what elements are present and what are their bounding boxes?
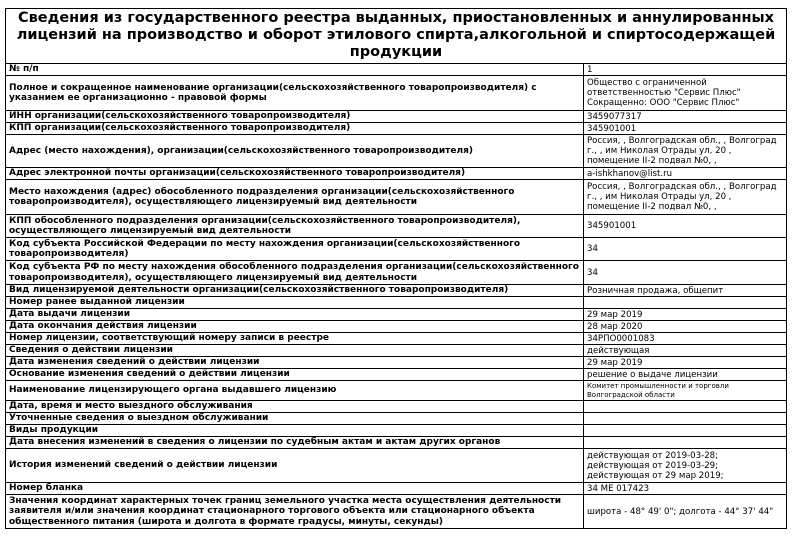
row-value-region-code: 34 <box>584 238 787 261</box>
row-label-number: № п/п <box>6 64 584 76</box>
table-row <box>6 381 787 401</box>
row-value-kpp: 345901001 <box>584 123 787 135</box>
table-row <box>6 64 787 76</box>
row-value-mobile-service <box>584 401 787 413</box>
table-row <box>6 401 787 413</box>
table-row <box>6 238 787 261</box>
row-label-product-types: Виды продукции <box>6 425 584 437</box>
row-value-product-types <box>584 425 787 437</box>
row-label-address: Адрес (место нахождения), организации(сельскохозяйственного товаропроизводителя) <box>6 135 584 168</box>
row-label-mobile-service: Дата, время и место выездного обслуживания <box>6 401 584 413</box>
table-row <box>6 285 787 297</box>
table-row <box>6 425 787 437</box>
row-label-mobile-service-details: Уточненные сведения о выездном обслуживании <box>6 413 584 425</box>
table-row <box>6 369 787 381</box>
row-value-branch-address: Россия, , Волгоградская обл., , Волгоград г., , им Николая Отрады ул, 20 , помещение II-2 подвал №0, , <box>584 180 787 215</box>
row-label-branch-address: Место нахождения (адрес) обособленного подразделения организации(сельскохозяйственного товаропроизводителя), осуществляющего лицензируемый вид деятельности <box>6 180 584 215</box>
table-row <box>6 345 787 357</box>
row-label-license-number: Номер лицензии, соответствующий номеру записи в реестре <box>6 333 584 345</box>
row-value-inn: 3459077317 <box>584 111 787 123</box>
row-label-branch-kpp: КПП обособленного подразделения организации(сельскохозяйственного товаропроизводителя), осуществляющего лицензируемый вид деятельности <box>6 215 584 238</box>
table-row <box>6 333 787 345</box>
row-value-previous-license <box>584 297 787 309</box>
row-value-mobile-service-details <box>584 413 787 425</box>
table-row <box>6 297 787 309</box>
row-value-activity-type: Розничная продажа, общепит <box>584 285 787 297</box>
table-row <box>6 180 787 215</box>
row-value-status-change-date: 29 мар 2019 <box>584 357 787 369</box>
row-label-licensing-authority: Наименование лицензирующего органа выдавшего лицензию <box>6 381 584 401</box>
table-row <box>6 483 787 495</box>
row-label-status-change-date: Дата изменения сведений о действии лицензии <box>6 357 584 369</box>
row-label-email: Адрес электронной почты организации(сельскохозяйственного товаропроизводителя) <box>6 168 584 180</box>
table-row <box>6 495 787 529</box>
table-row <box>6 123 787 135</box>
row-value-court-changes-date <box>584 437 787 449</box>
table-row <box>6 168 787 180</box>
table-row <box>6 437 787 449</box>
row-label-previous-license: Номер ранее выданной лицензии <box>6 297 584 309</box>
row-label-status-history: История изменений сведений о действии лицензии <box>6 449 584 483</box>
row-label-license-status: Сведения о действии лицензии <box>6 345 584 357</box>
row-label-region-code: Код субъекта Российской Федерации по месту нахождения организации(сельскохозяйственного товаропроизводителя) <box>6 238 584 261</box>
row-label-org-name: Полное и сокращенное наименование организации(сельскохозяйственного товаропроизводителя) с указанием ее организационно - правовой формы <box>6 76 584 111</box>
row-value-licensing-authority: Комитет промышленности и торговли Волгоградской области <box>584 381 787 401</box>
table-row <box>6 357 787 369</box>
table-row <box>6 135 787 168</box>
row-label-coordinates: Значения координат характерных точек границ земельного участка места осуществления деятельности заявителя и/или значения координат стационарного торгового объекта или стационарного объекта общественного питания (широта и долгота в формате градусы, минуты, секунды) <box>6 495 584 529</box>
row-value-email: a-ishkhanov@list.ru <box>584 168 787 180</box>
table-row <box>6 321 787 333</box>
license-registry-document <box>5 8 787 529</box>
row-value-branch-region-code: 34 <box>584 261 787 285</box>
row-value-form-number: 34 МЕ 017423 <box>584 483 787 495</box>
row-label-inn: ИНН организации(сельскохозяйственного товаропроизводителя) <box>6 111 584 123</box>
row-label-kpp: КПП организации(сельскохозяйственного товаропроизводителя) <box>6 123 584 135</box>
row-value-status-history: действующая от 2019-03-28; действующая от 2019-03-29; действующая от 29 мар 2019; <box>584 449 787 483</box>
document-title: Сведения из государственного реестра выданных, приостановленных и аннулированных лицензий на производство и оборот этилового спирта,алкогольной и спиртосодержащей продукции <box>5 8 787 63</box>
row-label-court-changes-date: Дата внесения изменений в сведения о лицензии по судебным актам и актам других органов <box>6 437 584 449</box>
row-label-expiry-date: Дата окончания действия лицензии <box>6 321 584 333</box>
row-value-status-change-basis: решение о выдаче лицензии <box>584 369 787 381</box>
row-value-license-status: действующая <box>584 345 787 357</box>
table-row <box>6 449 787 483</box>
row-value-branch-kpp: 345901001 <box>584 215 787 238</box>
row-value-expiry-date: 28 мар 2020 <box>584 321 787 333</box>
row-value-number: 1 <box>584 64 787 76</box>
table-row <box>6 215 787 238</box>
row-label-status-change-basis: Основание изменения сведений о действии лицензии <box>6 369 584 381</box>
row-label-branch-region-code: Код субъекта РФ по месту нахождения обособленного подразделения организации(сельскохозяйственного товаропроизводителя), осуществляющего лицензируемый вид деятельности <box>6 261 584 285</box>
table-row <box>6 76 787 111</box>
row-label-form-number: Номер бланка <box>6 483 584 495</box>
table-row <box>6 111 787 123</box>
table-row <box>6 309 787 321</box>
row-label-issue-date: Дата выдачи лицензии <box>6 309 584 321</box>
row-value-issue-date: 29 мар 2019 <box>584 309 787 321</box>
row-value-org-name: Общество с ограниченной ответственностью "Сервис Плюс" Сокращенно: ООО "Сервис Плюс" <box>584 76 787 111</box>
row-value-coordinates: широта - 48° 49' 0"; долгота - 44° 37' 44" <box>584 495 787 529</box>
table-row <box>6 413 787 425</box>
table-row <box>6 261 787 285</box>
license-info-table <box>5 63 787 529</box>
row-value-address: Россия, , Волгоградская обл., , Волгоград г., , им Николая Отрады ул, 20 , помещение II-2 подвал №0, , <box>584 135 787 168</box>
row-label-activity-type: Вид лицензируемой деятельности организации(сельскохозяйственного товаропроизводителя) <box>6 285 584 297</box>
row-value-license-number: 34РПО0001083 <box>584 333 787 345</box>
